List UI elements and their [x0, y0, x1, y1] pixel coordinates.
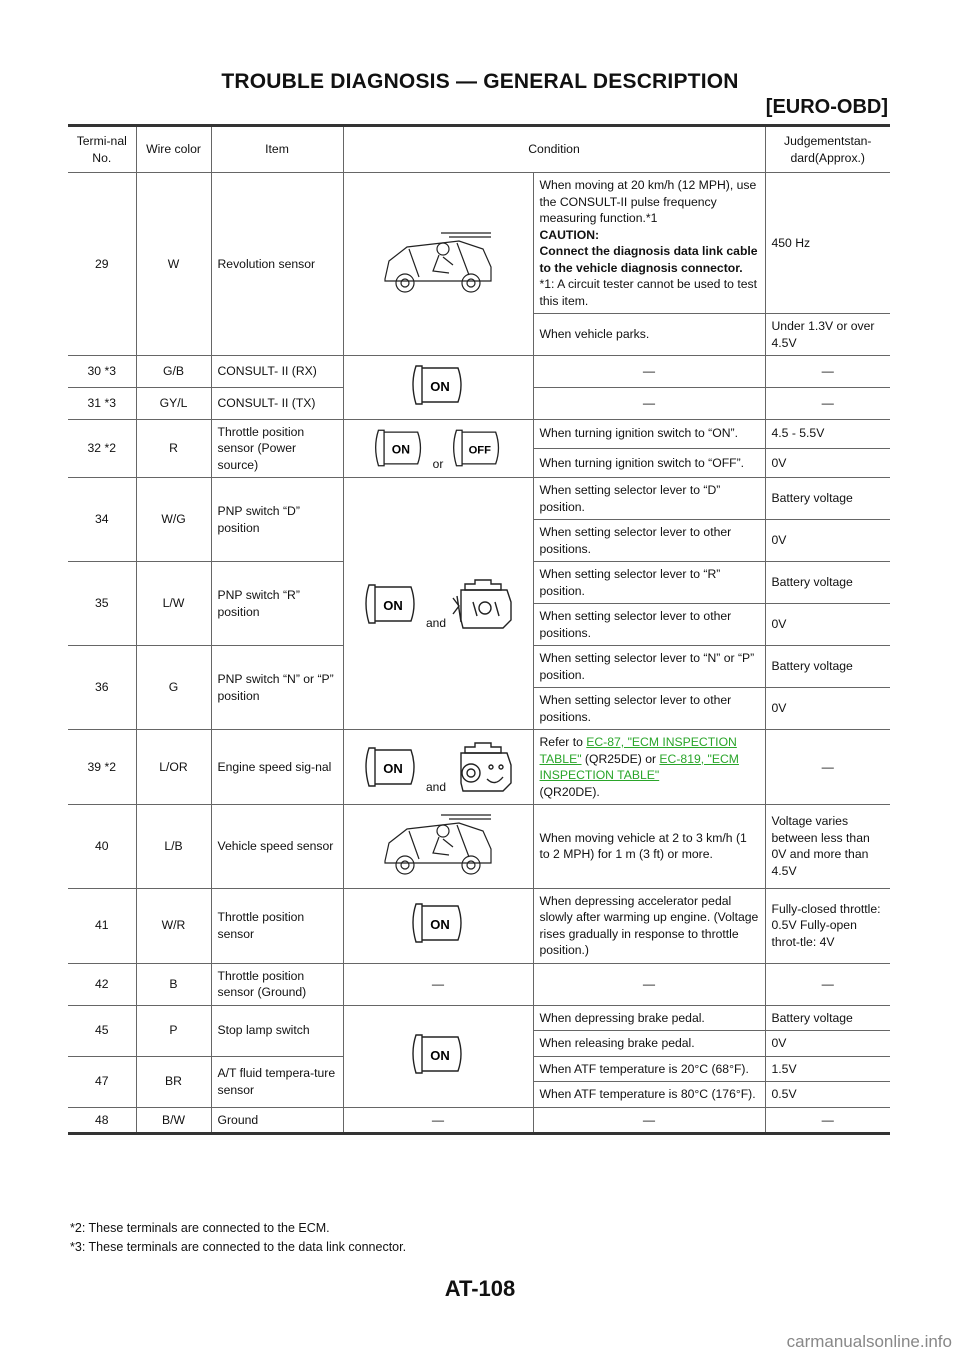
table-row: 41 W/R Throttle position sensor ON When depressing accelerator pedal slowly after warming up engine. (Voltage rises gradually in response to throttle position.) Fully-closed throttle: 0.5V Fully-open throt-tle: 4V [68, 888, 890, 963]
ignition-key-on-icon [408, 360, 468, 410]
col-condition: Condition [343, 127, 765, 173]
table-row: 29 W Revolution sensor When moving at 20 km/h (12 MPH), use the CONSULT-II pulse frequency measuring function.*1 CAUTION: Connect the diagnosis data link cable to the vehicle diagnosis connector. *1: A circuit tester cannot be used to test this item. 450 Hz [68, 173, 890, 314]
watermark: carmanualsonline.info [786, 1332, 952, 1351]
table-row: When turning ignition switch to “OFF”. 0V [68, 448, 890, 477]
ignition-key-on-icon [361, 742, 421, 792]
vehicle-driving-icon [379, 809, 497, 879]
ec-87-link[interactable]: EC-87, "ECM INSPECTION TABLE" [539, 735, 737, 766]
page-number: AT-108 [444, 1276, 516, 1301]
table-row: 47 BR A/T fluid tempera-ture sensor When ATF temperature is 20°C (68°F). 1.5V [68, 1056, 890, 1082]
col-item: Item [211, 127, 343, 173]
col-terminal-no: Termi-nal No. [68, 127, 136, 173]
table-row: When setting selector lever to other positions. 0V [68, 520, 890, 562]
svg-text:ON: ON [430, 379, 450, 394]
table-header-row [68, 127, 890, 173]
svg-text:ON: ON [430, 917, 450, 933]
col-wire-color: Wire color [136, 127, 211, 173]
ignition-key-on-icon [361, 579, 421, 629]
table-row: 34 W/G PNP switch “D” position ON and When setting selector lever to “D” position. Battery voltage [68, 478, 890, 520]
table-row: 31 *3 GY/L CONSULT- II (TX) — — [68, 387, 890, 419]
table-row: 48 B/W Ground — — — [68, 1107, 890, 1134]
table-row: 35 L/W PNP switch “R” position When setting selector lever to “R” position. Battery voltage [68, 562, 890, 604]
table-row: 39 *2 L/OR Engine speed sig-nal ON and Refer to EC-87, "ECM INSPECTION TABLE" (QR25DE) or EC-819, "ECM INSPECTION TABLE" (QR20DE). — [68, 730, 890, 805]
svg-text:ON: ON [382, 761, 403, 776]
footnotes [70, 1219, 406, 1257]
col-judgement: Judgementstan-dard(Approx.) [765, 127, 890, 173]
table-row: When setting selector lever to other positions. 0V [68, 688, 890, 730]
table-row: 36 G PNP switch “N” or “P” position When setting selector lever to “N” or “P” position. Battery voltage [68, 646, 890, 688]
engine-tachometer-icon [451, 739, 515, 795]
table-row: 40 L/B Vehicle speed sensor When moving vehicle at 2 to 3 km/h (1 to 2 MPH) for 1 m (3 ft) or more. Voltage varies between less than 0V and more than 4.5V [68, 805, 890, 889]
engine-icon [451, 576, 515, 632]
svg-text:OFF: OFF [468, 444, 491, 457]
ec-819-link[interactable]: EC-819, "ECM INSPECTION TABLE" [539, 751, 739, 782]
ignition-key-on-icon [408, 898, 468, 948]
footnote: *3: These terminals are connected to the data link connector. [70, 1240, 407, 1254]
ignition-key-on-icon [371, 424, 427, 472]
page-title: TROUBLE DIAGNOSIS — GENERAL DESCRIPTION [221, 70, 739, 93]
table-row: When vehicle parks. Under 1.3V or over 4.5V [68, 314, 890, 356]
table-row: When releasing brake pedal. 0V [68, 1031, 890, 1057]
table-row: 45 P Stop lamp switch ON When depressing brake pedal. Battery voltage [68, 1005, 890, 1031]
terminal-table [68, 127, 890, 1135]
table-row: When setting selector lever to other positions. 0V [68, 604, 890, 646]
table-row: 42 B Throttle position sensor (Ground) — — — [68, 963, 890, 1005]
vehicle-driving-icon [379, 227, 497, 297]
ignition-key-off-icon [449, 424, 505, 472]
table-row: When ATF temperature is 80°C (176°F). 0.5V [68, 1082, 890, 1108]
svg-text:ON: ON [392, 442, 411, 457]
table-row: 32 *2 R Throttle position sensor (Power source) ON or OFF When turning ignition switch to “ON”. 4.5 - 5.5V [68, 419, 890, 448]
footnote: *2: These terminals are connected to the ECM. [70, 1221, 330, 1235]
section-subtitle: [EURO-OBD] [765, 96, 888, 118]
svg-text:ON: ON [430, 1047, 450, 1063]
ignition-key-on-icon [408, 1029, 468, 1079]
svg-text:ON: ON [382, 597, 403, 613]
table-row: 30 *3 G/B CONSULT- II (RX) ON — — [68, 356, 890, 388]
